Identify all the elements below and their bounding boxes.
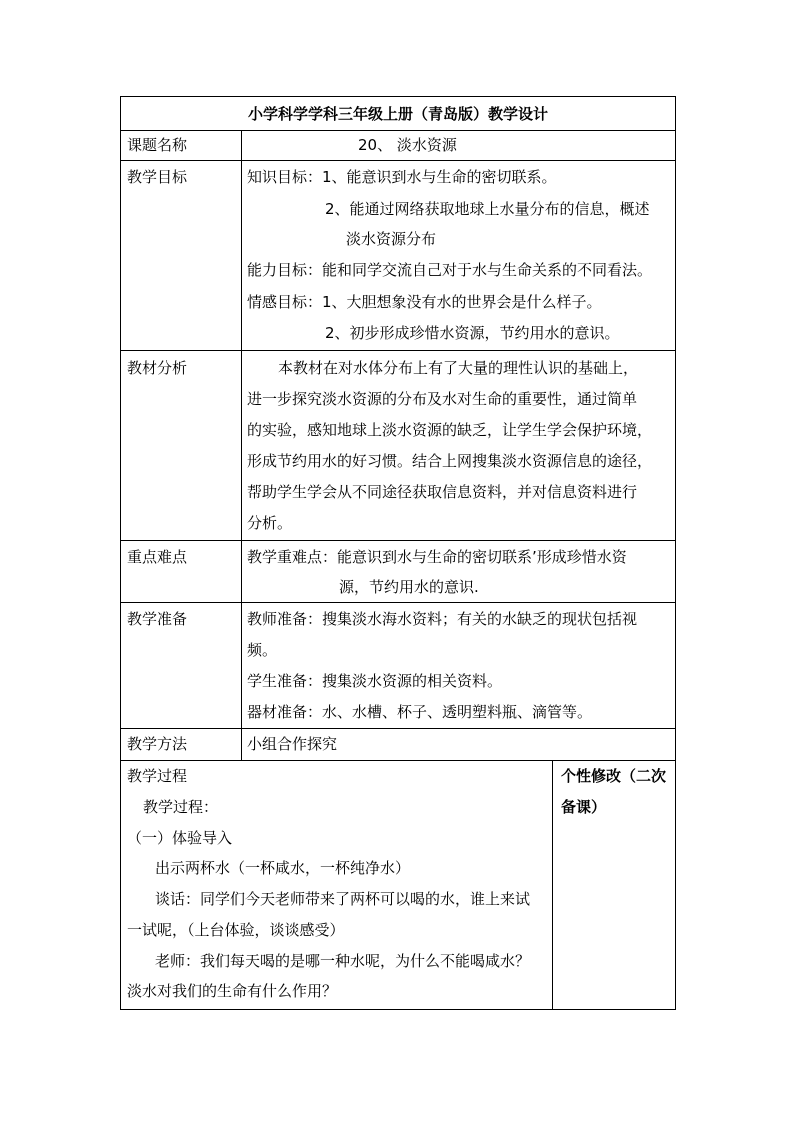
process-row bbox=[121, 761, 675, 1009]
process-line: 教学过程： bbox=[143, 798, 219, 816]
preparation-row bbox=[121, 603, 675, 729]
revision-heading: 备课） bbox=[561, 798, 607, 816]
analysis-line: 的实验，感知地球上淡水资源的缺乏，让学生学会保护环境， bbox=[247, 421, 653, 439]
process-line: 淡水对我们的生命有什么作用？ bbox=[127, 982, 338, 1000]
process-main-cell bbox=[121, 761, 553, 1009]
analysis-line: 分析。 bbox=[247, 514, 293, 532]
process-line: （一）体验导入 bbox=[127, 829, 233, 847]
objective-line: 2、初步形成珍惜水资源，节约用水的意识。 bbox=[325, 324, 620, 342]
keypoints-label-cell bbox=[121, 541, 242, 602]
preparation-line: 学生准备：搜集淡水资源的相关资料。 bbox=[247, 672, 503, 690]
method-label-cell bbox=[121, 729, 242, 760]
analysis-label-cell bbox=[121, 351, 242, 540]
preparation-label: 教学准备 bbox=[127, 610, 188, 628]
keypoints-line: 教学重难点：能意识到水与生命的密切联系’形成珍惜水资 bbox=[247, 548, 627, 566]
lesson-label: 课题名称 bbox=[127, 136, 188, 154]
objectives-content-cell bbox=[242, 161, 675, 350]
revision-notes-cell bbox=[553, 761, 675, 1009]
method-value: 小组合作探究 bbox=[247, 735, 338, 753]
keypoints-line: 源，节约用水的意识. bbox=[339, 578, 479, 596]
objectives-row bbox=[121, 161, 675, 351]
process-line: 谈话：同学们今天老师带来了两杯可以喝的水，谁上来试 bbox=[155, 890, 531, 908]
preparation-label-cell bbox=[121, 603, 242, 728]
revision-heading: 个性修改（二次 bbox=[561, 767, 667, 785]
preparation-line: 频。 bbox=[247, 641, 278, 659]
preparation-content-cell bbox=[242, 603, 675, 728]
analysis-row bbox=[121, 351, 675, 541]
objective-line: 淡水资源分布 bbox=[346, 230, 437, 248]
objective-line: 2、能通过网络获取地球上水量分布的信息，概述 bbox=[325, 200, 650, 218]
objectives-label: 教学目标 bbox=[127, 168, 188, 186]
analysis-line: 本教材在对水体分布上有了大量的理性认识的基础上， bbox=[278, 359, 639, 377]
method-content-cell bbox=[242, 729, 675, 760]
keypoints-label: 重点难点 bbox=[127, 548, 188, 566]
title-row bbox=[121, 97, 675, 131]
analysis-line: 帮助学生学会从不同途径获取信息资料，并对信息资料进行 bbox=[247, 483, 638, 501]
process-line: 出示两杯水（一杯咸水，一杯纯净水） bbox=[155, 859, 411, 877]
analysis-line: 进一步探究淡水资源的分布及水对生命的重要性，通过简单 bbox=[247, 390, 638, 408]
process-line: 一试呢，（上台体验，谈谈感受） bbox=[127, 921, 345, 939]
analysis-label: 教材分析 bbox=[127, 359, 188, 377]
page-title: 小学科学学科三年级上册（青岛版）教学设计 bbox=[247, 105, 548, 123]
process-line: 老师：我们每天喝的是哪一种水呢，为什么不能喝咸水？ bbox=[155, 952, 531, 970]
lesson-value: 20、 淡水资源 bbox=[358, 136, 457, 154]
analysis-content-cell bbox=[242, 351, 675, 540]
lesson-plan-table bbox=[120, 96, 676, 1010]
keypoints-content-cell bbox=[242, 541, 675, 602]
objective-line: 知识目标：1、能意识到水与生命的密切联系。 bbox=[247, 168, 557, 186]
preparation-line: 器材准备：水、水槽、杯子、透明塑料瓶、滴管等。 bbox=[247, 703, 593, 721]
keypoints-row bbox=[121, 541, 675, 603]
lesson-content-cell bbox=[242, 131, 675, 160]
objective-line: 能力目标：能和同学交流自己对于水与生命关系的不同看法。 bbox=[247, 261, 653, 279]
process-label: 教学过程 bbox=[127, 767, 188, 785]
preparation-line: 教师准备：搜集淡水海水资料；有关的水缺乏的现状包括视 bbox=[247, 610, 638, 628]
lesson-row bbox=[121, 131, 675, 161]
method-label: 教学方法 bbox=[127, 735, 188, 753]
analysis-line: 形成节约用水的好习惯。结合上网搜集淡水资源信息的途径， bbox=[247, 452, 653, 470]
objectives-label-cell bbox=[121, 161, 242, 350]
objective-line: 情感目标：1、大胆想象没有水的世界会是什么样子。 bbox=[247, 293, 602, 311]
method-row bbox=[121, 729, 675, 761]
lesson-label-cell bbox=[121, 131, 242, 160]
